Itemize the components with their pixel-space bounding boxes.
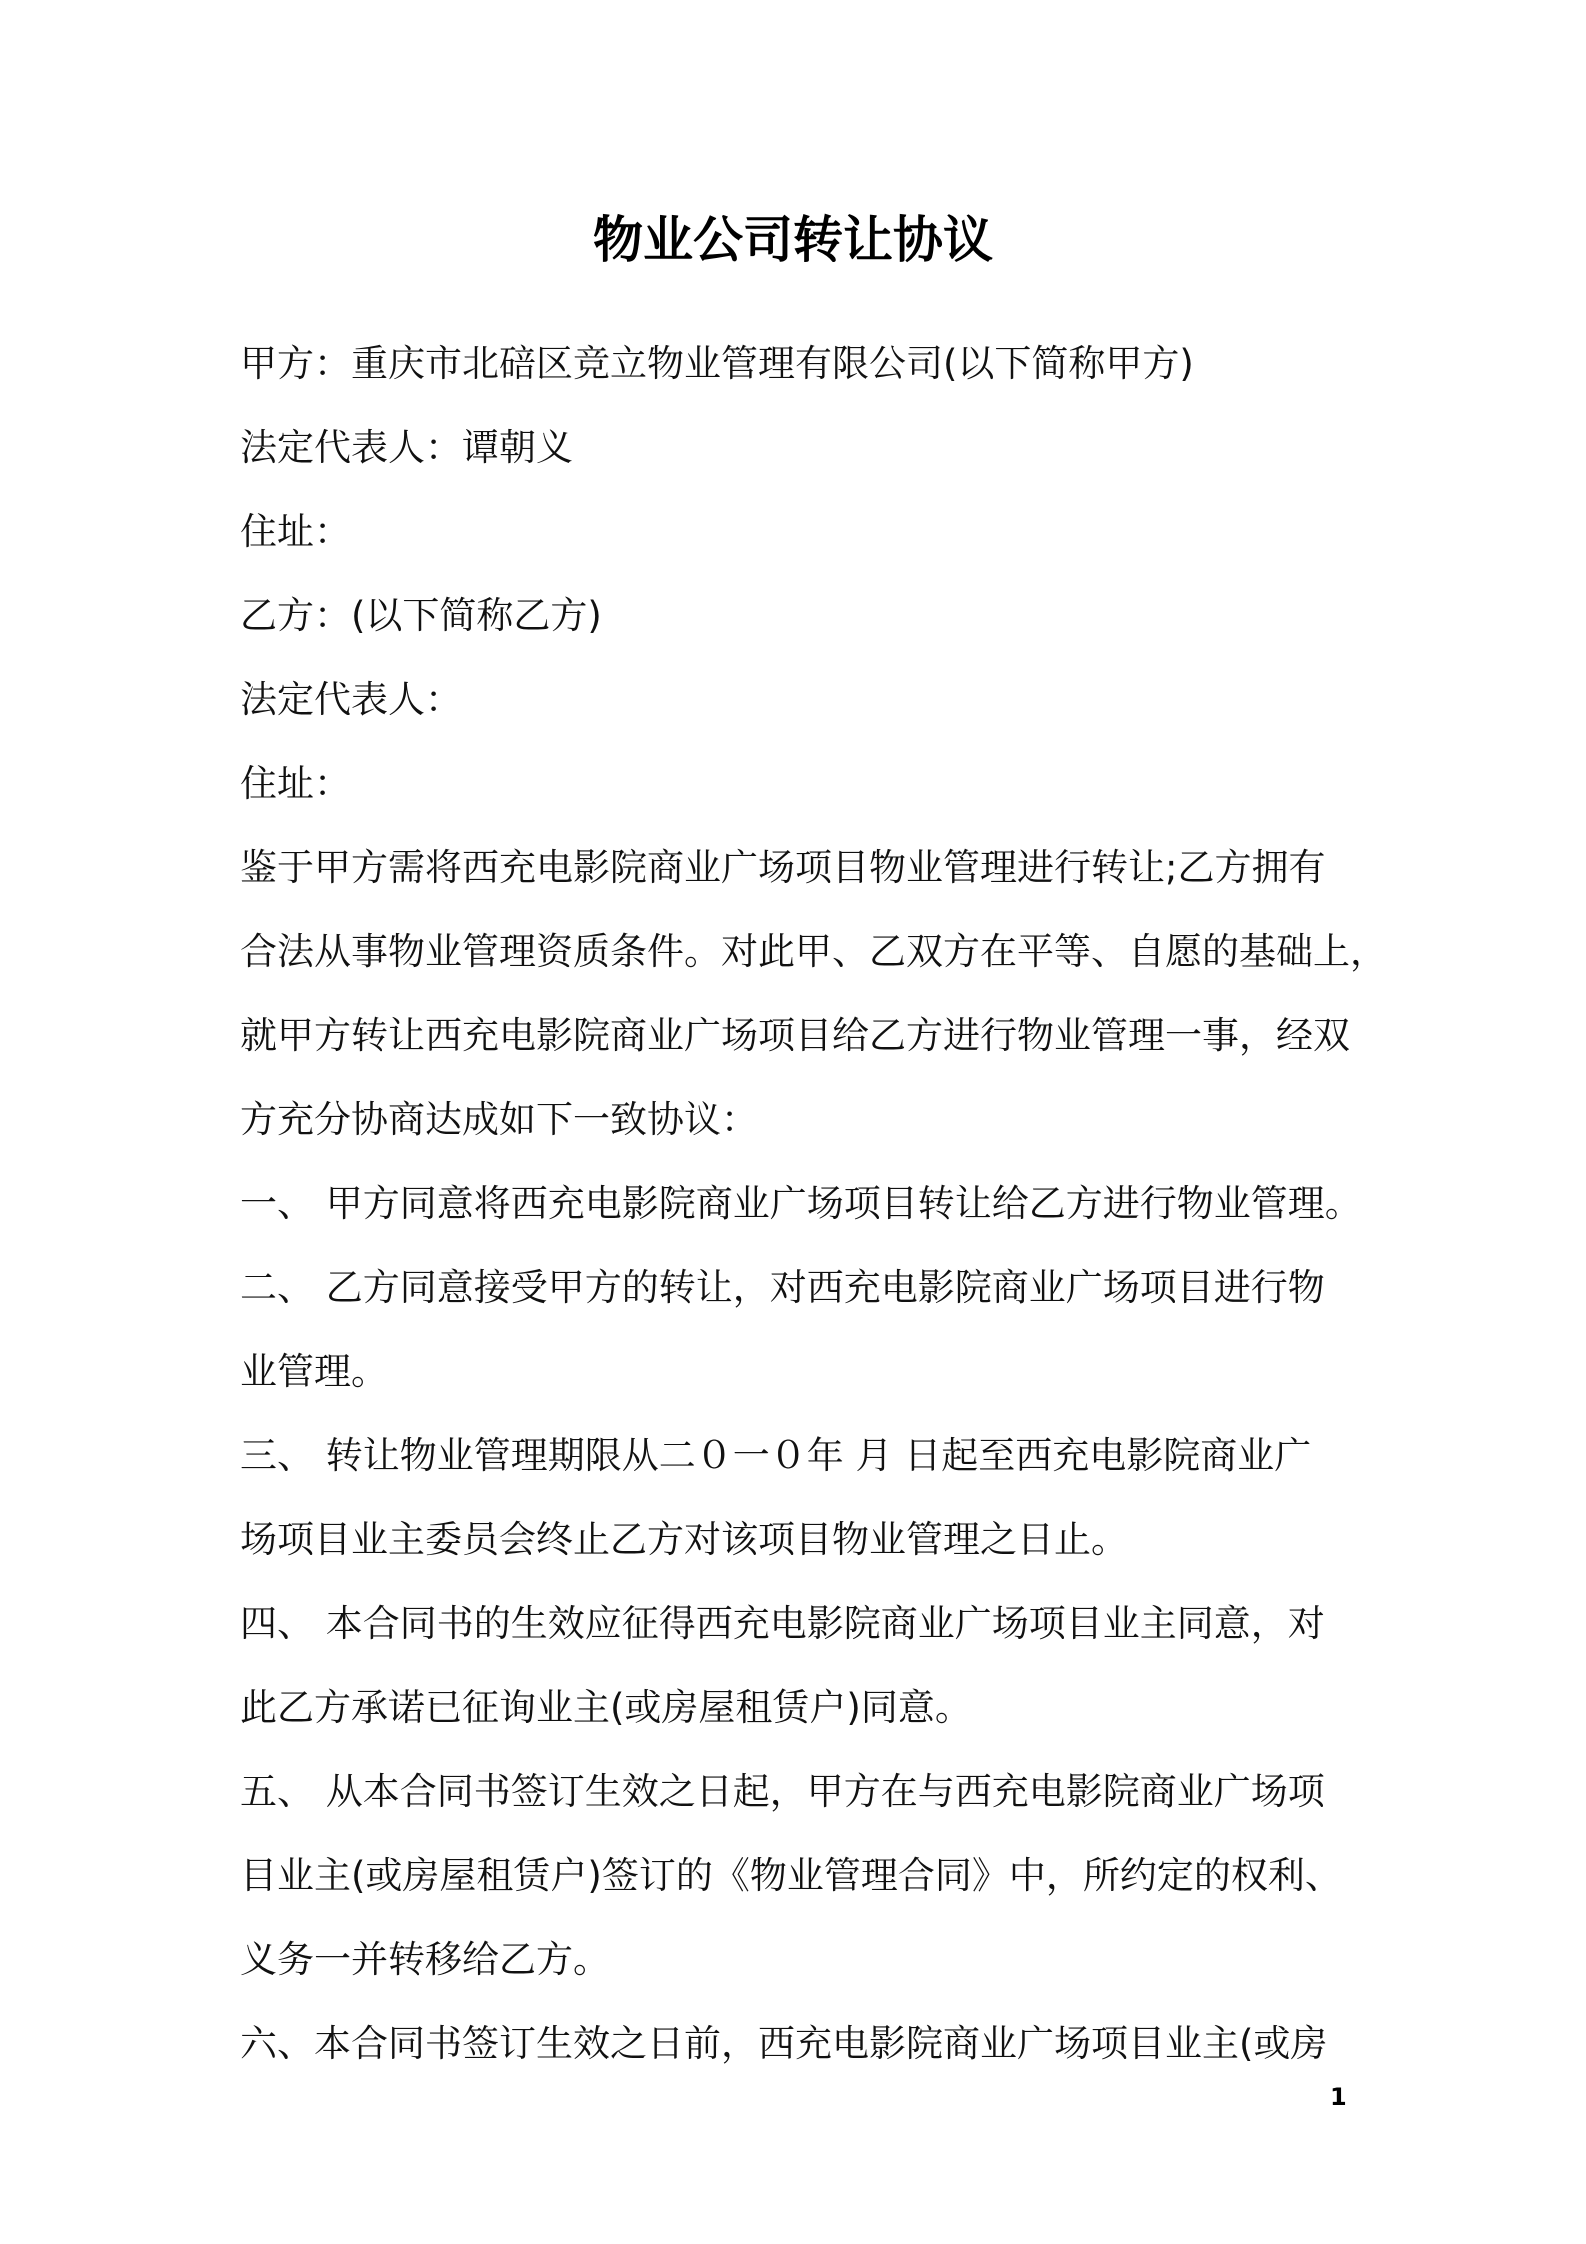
page-number: 1 bbox=[1330, 2083, 1347, 2111]
party-b-line: 乙方：(以下简称乙方) bbox=[240, 594, 602, 637]
party-a-address: 住址： bbox=[240, 510, 351, 553]
preamble-line-1: 鉴于甲方需将西充电影院商业广场项目物业管理进行转让;乙方拥有 bbox=[240, 846, 1326, 889]
clause-4-line-1: 四、 本合同书的生效应征得西充电影院商业广场项目业主同意，对 bbox=[240, 1602, 1325, 1645]
party-b-representative: 法定代表人： bbox=[240, 678, 462, 721]
clause-2-line-2: 业管理。 bbox=[240, 1350, 388, 1393]
clause-5-line-3: 义务一并转移给乙方。 bbox=[240, 1938, 610, 1981]
clause-1-line-1: 一、 甲方同意将西充电影院商业广场项目转让给乙方进行物业管理。 bbox=[240, 1182, 1362, 1225]
party-a-line: 甲方：重庆市北碚区竞立物业管理有限公司(以下简称甲方) bbox=[240, 342, 1194, 385]
clause-3-line-2: 场项目业主委员会终止乙方对该项目物业管理之日止。 bbox=[240, 1518, 1128, 1561]
clause-4-line-2: 此乙方承诺已征询业主(或房屋租赁户)同意。 bbox=[240, 1686, 972, 1729]
preamble-line-2: 合法从事物业管理资质条件。对此甲、乙双方在平等、自愿的基础上， bbox=[240, 930, 1387, 973]
clause-5-line-1: 五、 从本合同书签订生效之日起，甲方在与西充电影院商业广场项 bbox=[240, 1770, 1325, 1813]
preamble-line-3: 就甲方转让西充电影院商业广场项目给乙方进行物业管理一事，经双 bbox=[240, 1014, 1350, 1057]
party-a-representative: 法定代表人：谭朝义 bbox=[240, 426, 573, 469]
party-b-address: 住址： bbox=[240, 762, 351, 805]
clause-3-line-1: 三、 转让物业管理期限从二０一０年 月 日起至西充电影院商业广 bbox=[240, 1434, 1312, 1477]
preamble-line-4: 方充分协商达成如下一致协议： bbox=[240, 1098, 758, 1141]
clause-5-line-2: 目业主(或房屋租赁户)签订的《物业管理合同》中，所约定的权利、 bbox=[240, 1854, 1342, 1897]
clause-2-line-1: 二、 乙方同意接受甲方的转让，对西充电影院商业广场项目进行物 bbox=[240, 1266, 1325, 1309]
clause-6-line-1: 六、本合同书签订生效之日前，西充电影院商业广场项目业主(或房 bbox=[240, 2022, 1328, 2065]
document-title: 物业公司转让协议 bbox=[593, 211, 993, 269]
